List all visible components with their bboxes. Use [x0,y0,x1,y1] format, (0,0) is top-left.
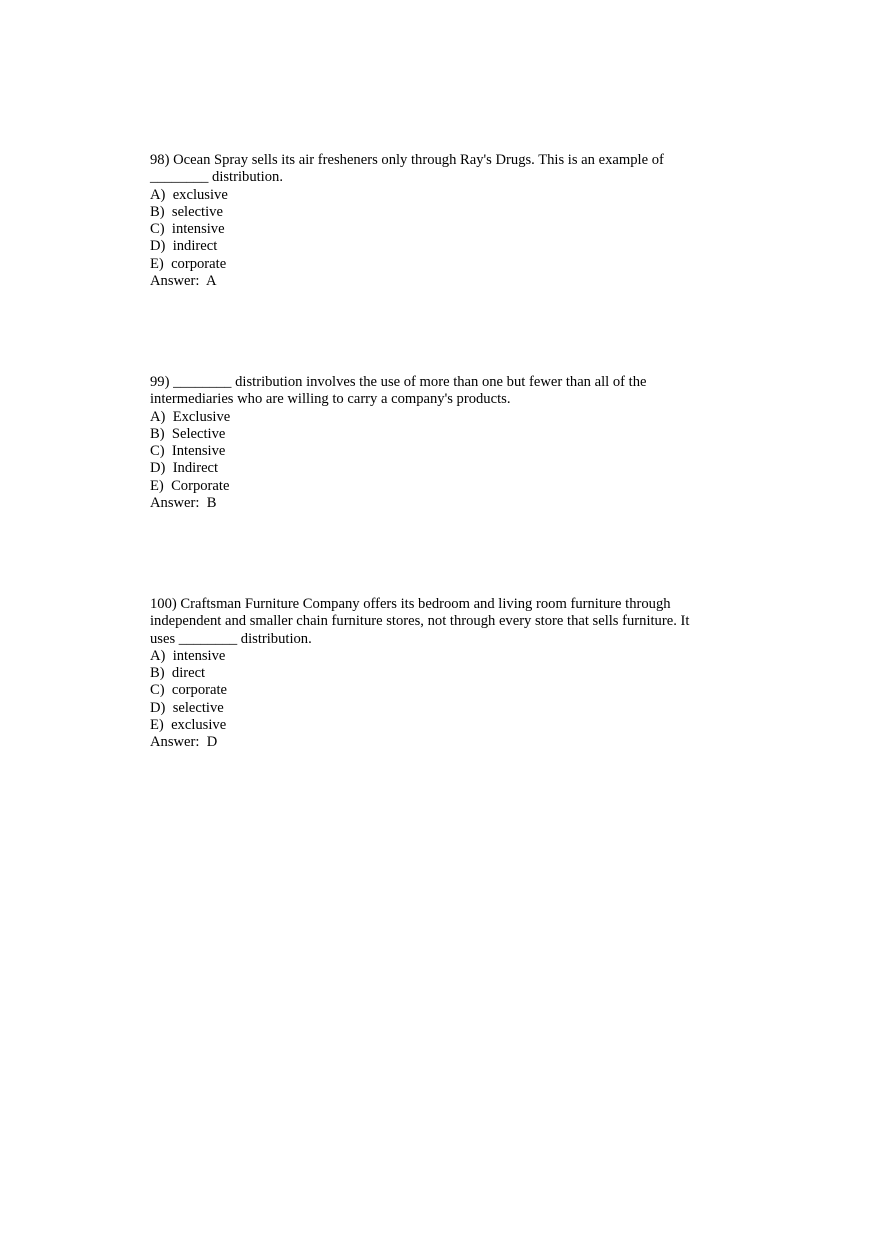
stem-line: ________ distribution. [150,169,283,186]
stem-line: intermediaries who are willing to carry a company's products. [150,391,511,408]
stem-line: independent and smaller chain furniture stores, not through every store that sells furniture. It [150,613,690,630]
option-c: C) intensive [150,221,225,238]
option-a: A) Exclusive [150,408,231,425]
question-stem [150,596,720,648]
stem-line: 100) Craftsman Furniture Company offers its bedroom and living room furniture through [150,596,671,612]
answer-options [150,187,720,273]
option-a: A) intensive [150,647,226,664]
option-d: D) Indirect [150,460,219,477]
stem-line: uses ________ distribution. [150,630,312,647]
stem-line: 99) ________ distribution involves the use of more than one but fewer than all of the [150,374,647,390]
question-stem [150,374,720,409]
option-b: B) direct [150,665,206,682]
answer-key: Answer: D [150,734,218,751]
option-e: E) corporate [150,255,227,272]
answer-key: Answer: B [150,495,217,512]
question-99 [150,374,720,512]
option-d: D) selective [150,699,224,716]
option-b: B) Selective [150,425,226,442]
option-a: A) exclusive [150,186,228,203]
option-b: B) selective [150,203,223,220]
answer-options [150,648,720,734]
option-e: E) Corporate [150,477,230,494]
question-100 [150,596,720,752]
option-c: C) Intensive [150,443,226,460]
stem-line: 98) Ocean Spray sells its air fresheners only through Ray's Drugs. This is an example of [150,152,664,168]
option-d: D) indirect [150,238,218,255]
question-stem [150,152,720,187]
answer-key: Answer: A [150,273,217,290]
question-98 [150,152,720,290]
option-e: E) exclusive [150,717,227,734]
option-c: C) corporate [150,682,227,699]
answer-options [150,409,720,495]
